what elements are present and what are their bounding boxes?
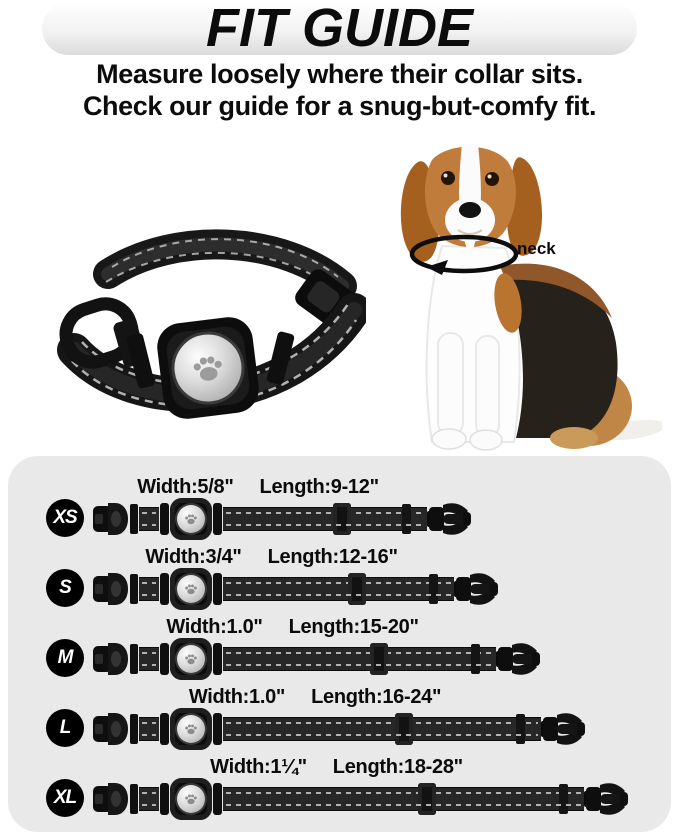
collar-graphic-xl <box>93 777 630 821</box>
collar-graphic-s <box>93 567 500 611</box>
length-label: Length:16-24" <box>311 686 442 708</box>
buckle-left-icon <box>93 782 129 816</box>
size-specs-xs <box>68 477 448 497</box>
airtag-disc <box>177 575 205 603</box>
case-wing <box>160 503 169 535</box>
size-row-m <box>46 617 671 681</box>
length-label: Length:9-12" <box>259 476 379 498</box>
collar-strap <box>139 647 159 671</box>
collar-graphic-l <box>93 707 587 751</box>
width-label: Width:1.0" <box>166 616 263 638</box>
collar-keeper <box>471 644 480 674</box>
collar-keeper <box>130 714 138 744</box>
collar-strap <box>223 577 454 601</box>
collar-keeper <box>402 504 411 534</box>
buckle-left-icon <box>93 712 129 746</box>
paw-icon <box>184 652 198 666</box>
subtitle-line-2: Check our guide for a snug-but-comfy fit. <box>82 91 597 121</box>
dog-illustration <box>382 138 662 453</box>
hero-airtag-case <box>155 315 262 422</box>
size-specs-s <box>68 547 475 567</box>
length-label: Length:12-16" <box>267 546 398 568</box>
collar-keeper <box>559 784 568 814</box>
buckle-left-icon <box>93 642 129 676</box>
collar-keeper <box>130 644 138 674</box>
size-row-xs <box>46 477 671 541</box>
case-wing <box>160 783 169 815</box>
subtitle <box>0 58 679 122</box>
collar-strap <box>139 717 159 741</box>
airtag-case <box>170 568 212 610</box>
size-badge-s: S <box>46 569 84 607</box>
size-chart-panel <box>8 456 671 832</box>
airtag-disc <box>177 785 205 813</box>
airtag-case <box>170 498 212 540</box>
strap-adjuster <box>395 713 413 745</box>
airtag-case <box>170 638 212 680</box>
case-wing <box>213 503 222 535</box>
subtitle-line-1: Measure loosely where their collar sits. <box>96 59 583 89</box>
size-badge-xl: XL <box>46 779 84 817</box>
paw-icon <box>184 582 198 596</box>
size-specs-xl <box>68 757 605 777</box>
case-wing <box>213 713 222 745</box>
case-wing <box>160 643 169 675</box>
paw-icon <box>184 792 198 806</box>
length-label: Length:15-20" <box>288 616 419 638</box>
airtag-disc <box>177 645 205 673</box>
case-wing <box>160 573 169 605</box>
airtag-case <box>170 708 212 750</box>
collar-keeper <box>130 504 138 534</box>
collar-graphic-m <box>93 637 542 681</box>
collar-strap <box>139 507 159 531</box>
length-label: Length:18-28" <box>332 756 463 778</box>
buckle-right-icon <box>541 711 587 747</box>
size-specs-l <box>68 687 562 707</box>
size-badge-xs: XS <box>46 499 84 537</box>
paw-icon <box>184 512 198 526</box>
collar-strap <box>223 647 496 671</box>
strap-adjuster <box>348 573 366 605</box>
collar-strap <box>139 787 159 811</box>
buckle-right-icon <box>496 641 542 677</box>
airtag-case <box>170 778 212 820</box>
airtag-disc <box>177 505 205 533</box>
case-wing <box>213 783 222 815</box>
strap-adjuster <box>333 503 351 535</box>
collar-keeper <box>130 784 138 814</box>
collar-product-illustration <box>36 222 366 434</box>
collar-strap <box>223 787 584 811</box>
collar-graphic-xs <box>93 497 473 541</box>
page-title: FIT GUIDE <box>206 0 473 58</box>
width-label: Width:5/8" <box>137 476 234 498</box>
width-label: Width:3/4" <box>145 546 242 568</box>
collar-keeper <box>130 574 138 604</box>
case-wing <box>160 713 169 745</box>
collar-strap <box>223 717 541 741</box>
paw-icon <box>184 722 198 736</box>
size-badge-l: L <box>46 709 84 747</box>
airtag-disc <box>177 715 205 743</box>
buckle-left-icon <box>93 502 129 536</box>
neck-arrow <box>408 233 520 277</box>
size-badge-m: M <box>46 639 84 677</box>
width-label: Width:1¼" <box>210 756 307 778</box>
collar-strap <box>223 507 427 531</box>
collar-keeper <box>516 714 525 744</box>
collar-strap <box>139 577 159 601</box>
size-row-l <box>46 687 671 751</box>
title-banner <box>42 0 637 58</box>
width-label: Width:1.0" <box>188 686 286 708</box>
buckle-left-icon <box>93 572 129 606</box>
buckle-right-icon <box>454 571 500 607</box>
case-wing <box>213 643 222 675</box>
case-wing <box>213 573 222 605</box>
size-row-xl <box>46 757 671 821</box>
strap-adjuster <box>370 643 388 675</box>
buckle-right-icon <box>427 501 473 537</box>
strap-adjuster <box>418 783 436 815</box>
neck-label: neck <box>517 239 556 258</box>
size-specs-m <box>68 617 517 637</box>
size-row-s <box>46 547 671 611</box>
collar-keeper <box>429 574 438 604</box>
buckle-right-icon <box>584 781 630 817</box>
